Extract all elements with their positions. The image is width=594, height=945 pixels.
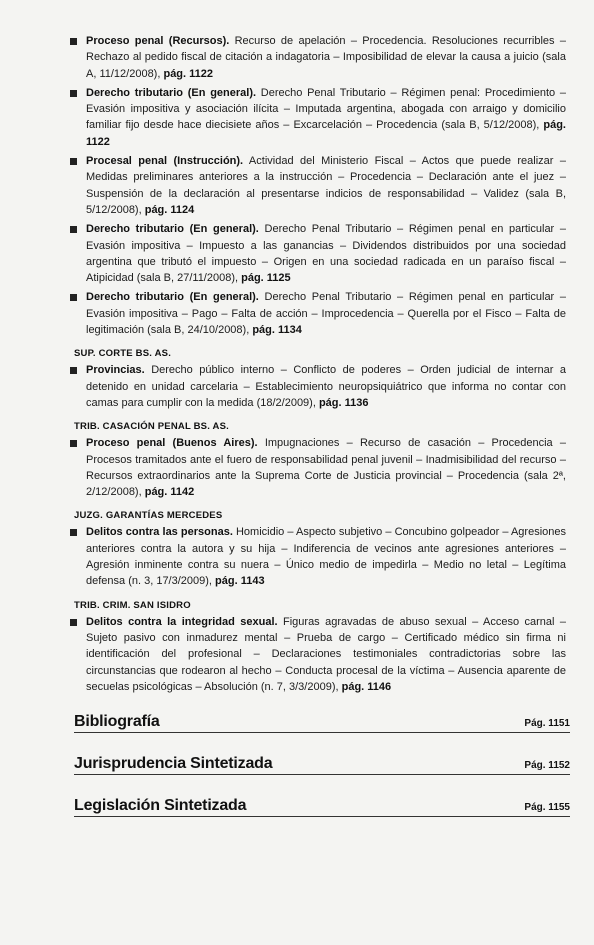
entry-text: Impugnaciones – Recurso de casación – Procedencia – Procesos tramitados ante el fuero de responsabilidad penal juvenil – Inadmisibilidad del recurso – Recursos extraordinarios ante la Suprema Corte de Justicia provincial – Procedencia (sala 2ª, 2/12/2008), — [86, 437, 567, 499]
court-heading: TRIB. CASACIÓN PENAL BS. AS. — [74, 421, 229, 433]
square-bullet-icon — [70, 158, 77, 165]
court-heading: SUP. CORTE BS. AS. — [74, 348, 172, 360]
entry-page-ref: pág. 1136 — [318, 396, 369, 409]
entry-topic: Derecho tributario (En general). — [86, 223, 259, 236]
entry-topic: Proceso penal (Recursos). — [86, 35, 230, 47]
index-entry — [70, 435, 566, 500]
entry-text: Figuras agravadas de abuso sexual – Acceso carnal – Sujeto pasivo con inmadurez mental – Prueba de cargo – Certificado médico sin firma ni identificación del profesional – Declaraciones testimoniales contradictorias sobre las circunstancias que rodearon al hecho – Conducta procesal de la víctima – Ausencia aparente de secuelas psicológicas – Absolución (n. 7, 3/3/2009), — [86, 615, 567, 693]
entry-page-ref: pág. 1142 — [144, 486, 195, 499]
square-bullet-icon — [70, 226, 77, 233]
square-bullet-icon — [70, 367, 77, 374]
section-page-ref: Pág. 1152 — [524, 760, 570, 772]
square-bullet-icon — [70, 529, 77, 536]
entry-topic: Derecho tributario (En general). — [86, 291, 259, 304]
index-entry — [70, 524, 566, 589]
entry-topic: Proceso penal (Buenos Aires). — [86, 437, 258, 450]
square-bullet-icon — [70, 440, 77, 447]
section-jurisprudencia-sintetizada — [74, 755, 570, 775]
index-entry — [70, 33, 566, 82]
section-title: Bibliografía — [74, 713, 160, 731]
entry-text: Homicidio – Aspecto subjetivo – Concubino golpeador – Agresiones anteriores contra la autora y su hija – Indiferencia de vecinos ante agresiones anteriores – Agresión inminente contra su nuera – Único medio de impedirla – Medio no letal – Legítima defensa (n. 3, 17/3/2009), — [86, 526, 566, 588]
entry-page-ref: pág. 1125 — [241, 272, 291, 285]
square-bullet-icon — [70, 294, 77, 301]
index-entry — [70, 362, 566, 411]
entry-topic: Delitos contra la integridad sexual. — [86, 615, 278, 628]
section-page-ref: Pág. 1151 — [524, 718, 570, 730]
entry-page-ref: pág. 1146 — [341, 680, 392, 693]
square-bullet-icon — [70, 90, 77, 97]
entries-list — [70, 33, 566, 695]
entry-topic: Delitos contra las personas. — [86, 526, 233, 539]
entry-topic: Provincias. — [86, 364, 145, 377]
entry-text: Derecho Penal Tributario – Régimen penal en particular – Evasión impositiva – Pago – Falta de acción – Improcedencia – Querella por el Fisco – Falta de legitimación (sala B, 24/10/2008), — [86, 291, 566, 337]
square-bullet-icon — [70, 38, 77, 45]
index-entry — [70, 614, 566, 695]
section-page-ref: Pág. 1155 — [524, 802, 570, 814]
entry-page-ref: pág. 1122 — [163, 67, 214, 80]
entry-text: Derecho Penal Tributario – Régimen penal: Procedimiento – Evasión impositiva y asociación ilícita – Imputada argentina, abogada con arraigo y domicilio familiar fijo desde hace diecisiete años – Excarcelación – Procedencia (sala B, 5/12/2008), — [86, 86, 566, 132]
entry-topic: Derecho tributario (En general). — [86, 86, 257, 99]
index-entry — [70, 289, 566, 338]
index-entry — [70, 85, 566, 150]
section-title: Jurisprudencia Sintetizada — [74, 755, 273, 773]
square-bullet-icon — [70, 619, 77, 626]
court-heading: JUZG. GARANTÍAS MERCEDES — [74, 510, 223, 522]
entry-page-ref: pág. 1134 — [252, 324, 302, 337]
entry-page-ref: pág. 1122 — [86, 119, 566, 148]
court-heading: TRIB. CRIM. SAN ISIDRO — [74, 599, 191, 611]
section-legislacion-sintetizada — [74, 797, 570, 817]
entry-text: Derecho público interno – Conflicto de poderes – Orden judicial de internar a detenido en unidad carcelaria – Establecimiento neuropsiquiátrico que informa no contar con camas para cumplir con la medida (18/2/2009), — [86, 364, 566, 409]
index-entry — [70, 153, 566, 218]
entry-page-ref: pág. 1143 — [215, 575, 265, 588]
entry-text: Actividad del Ministerio Fiscal – Actos que puede realizar – Medidas preliminares anteriores a la instrucción – Procedencia – Declaración ante el juez – Suspensión de la declaración al presentarse indicios de responsabilidad – Validez (sala B, 5/12/2008), — [86, 155, 566, 216]
entry-text: Recurso de apelación – Procedencia. Resoluciones recurribles – Rechazo al pedido fiscal de citación a indagatoria – Imposibilidad de elevar la causa a juicio (sala A, 11/12/2008), — [86, 35, 566, 80]
entry-text: Derecho Penal Tributario – Régimen penal en particular – Evasión impositiva – Impuesto a las ganancias – Dividendos distribuidos por una sociedad argentina que tributó el impuesto – Origen en una sociedad radicada en un paraíso fiscal – Atipicidad (sala B, 27/11/2008), — [86, 223, 566, 285]
section-title: Legislación Sintetizada — [74, 797, 247, 815]
entry-page-ref: pág. 1124 — [144, 203, 195, 216]
sections-list — [70, 713, 570, 817]
entry-topic: Procesal penal (Instrucción). — [86, 155, 244, 168]
section-bibliografia — [74, 713, 570, 733]
index-entry — [70, 221, 566, 286]
